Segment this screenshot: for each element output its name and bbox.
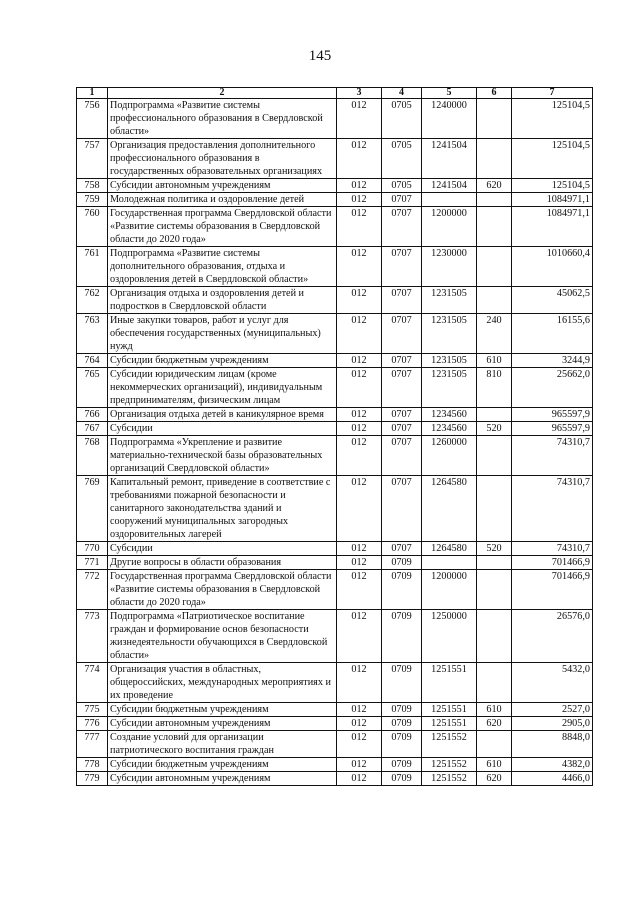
expense-type-cell — [477, 663, 512, 703]
expense-type-cell — [477, 476, 512, 542]
row-number-cell: 772 — [77, 570, 108, 610]
row-name-cell: Подпрограмма «Патриотическое воспитание граждан и формирование основ безопасности жизнедеятельности обучающихся в Свердловской области» — [108, 610, 337, 663]
column-header: 3 — [337, 88, 382, 99]
amount-cell: 701466,9 — [512, 570, 593, 610]
row-name-cell: Иные закупки товаров, работ и услуг для обеспечения государственных (муниципальных) нужд — [108, 314, 337, 354]
target-code-cell: 1250000 — [422, 610, 477, 663]
row-name-cell: Субсидии бюджетным учреждениям — [108, 758, 337, 772]
target-code-cell: 1251552 — [422, 772, 477, 786]
table-row — [77, 570, 593, 610]
page-number: 145 — [308, 48, 332, 64]
row-name-cell: Подпрограмма «Развитие системы дополнительного образования, отдыха и оздоровления детей в Свердловской области» — [108, 247, 337, 287]
target-code-cell: 1241504 — [422, 179, 477, 193]
expense-type-cell: 610 — [477, 758, 512, 772]
amount-cell: 965597,9 — [512, 422, 593, 436]
table-row — [77, 556, 593, 570]
department-code-cell: 012 — [337, 556, 382, 570]
amount-cell: 125104,5 — [512, 139, 593, 179]
table-row — [77, 314, 593, 354]
row-number-cell: 779 — [77, 772, 108, 786]
target-code-cell: 1231505 — [422, 287, 477, 314]
section-code-cell: 0709 — [382, 717, 422, 731]
column-header: 7 — [512, 88, 593, 99]
table-row — [77, 354, 593, 368]
table-row — [77, 758, 593, 772]
amount-cell: 701466,9 — [512, 556, 593, 570]
section-code-cell: 0709 — [382, 570, 422, 610]
row-number-cell: 768 — [77, 436, 108, 476]
department-code-cell: 012 — [337, 542, 382, 556]
department-code-cell: 012 — [337, 368, 382, 408]
amount-cell: 3244,9 — [512, 354, 593, 368]
section-code-cell: 0707 — [382, 436, 422, 476]
column-header: 5 — [422, 88, 477, 99]
table-row — [77, 731, 593, 758]
row-name-cell: Организация участия в областных, общероссийских, международных мероприятиях и их проведение — [108, 663, 337, 703]
section-code-cell: 0707 — [382, 422, 422, 436]
expense-type-cell: 620 — [477, 772, 512, 786]
section-code-cell: 0707 — [382, 193, 422, 207]
table-row — [77, 139, 593, 179]
target-code-cell: 1251551 — [422, 717, 477, 731]
expense-type-cell — [477, 610, 512, 663]
department-code-cell: 012 — [337, 287, 382, 314]
table-row — [77, 663, 593, 703]
table-row — [77, 247, 593, 287]
expense-type-cell — [477, 287, 512, 314]
row-name-cell: Субсидии автономным учреждениям — [108, 717, 337, 731]
amount-cell: 2527,0 — [512, 703, 593, 717]
section-code-cell: 0705 — [382, 139, 422, 179]
amount-cell: 25662,0 — [512, 368, 593, 408]
target-code-cell: 1230000 — [422, 247, 477, 287]
row-number-cell: 769 — [77, 476, 108, 542]
department-code-cell: 012 — [337, 314, 382, 354]
row-number-cell: 761 — [77, 247, 108, 287]
target-code-cell: 1251551 — [422, 703, 477, 717]
amount-cell: 125104,5 — [512, 179, 593, 193]
table-row — [77, 542, 593, 556]
amount-cell: 74310,7 — [512, 436, 593, 476]
expense-type-cell — [477, 436, 512, 476]
amount-cell: 5432,0 — [512, 663, 593, 703]
budget-table — [76, 87, 593, 786]
department-code-cell: 012 — [337, 703, 382, 717]
section-code-cell: 0707 — [382, 408, 422, 422]
department-code-cell: 012 — [337, 207, 382, 247]
section-code-cell: 0705 — [382, 99, 422, 139]
department-code-cell: 012 — [337, 717, 382, 731]
department-code-cell: 012 — [337, 610, 382, 663]
row-number-cell: 758 — [77, 179, 108, 193]
target-code-cell — [422, 556, 477, 570]
section-code-cell: 0707 — [382, 287, 422, 314]
section-code-cell: 0709 — [382, 663, 422, 703]
target-code-cell: 1251552 — [422, 731, 477, 758]
department-code-cell: 012 — [337, 179, 382, 193]
expense-type-cell: 610 — [477, 354, 512, 368]
department-code-cell: 012 — [337, 408, 382, 422]
table-row — [77, 287, 593, 314]
row-name-cell: Подпрограмма «Развитие системы профессионального образования в Свердловской области» — [108, 99, 337, 139]
table-row — [77, 476, 593, 542]
expense-type-cell — [477, 207, 512, 247]
expense-type-cell: 610 — [477, 703, 512, 717]
section-code-cell: 0705 — [382, 179, 422, 193]
department-code-cell: 012 — [337, 476, 382, 542]
row-name-cell: Создание условий для организации патриотического воспитания граждан — [108, 731, 337, 758]
row-number-cell: 778 — [77, 758, 108, 772]
row-name-cell: Организация предоставления дополнительного профессионального образования в государственных образовательных организациях — [108, 139, 337, 179]
column-header: 2 — [108, 88, 337, 99]
department-code-cell: 012 — [337, 436, 382, 476]
target-code-cell: 1251551 — [422, 663, 477, 703]
table-row — [77, 368, 593, 408]
row-number-cell: 757 — [77, 139, 108, 179]
amount-cell: 125104,5 — [512, 99, 593, 139]
department-code-cell: 012 — [337, 193, 382, 207]
row-number-cell: 756 — [77, 99, 108, 139]
department-code-cell: 012 — [337, 772, 382, 786]
amount-cell: 16155,6 — [512, 314, 593, 354]
expense-type-cell — [477, 247, 512, 287]
expense-type-cell — [477, 193, 512, 207]
table-row — [77, 99, 593, 139]
amount-cell: 4382,0 — [512, 758, 593, 772]
row-name-cell: Организация отдыха и оздоровления детей и подростков в Свердловской области — [108, 287, 337, 314]
table-header-row — [77, 88, 593, 99]
row-name-cell: Молодежная политика и оздоровление детей — [108, 193, 337, 207]
department-code-cell: 012 — [337, 663, 382, 703]
row-name-cell: Субсидии — [108, 542, 337, 556]
section-code-cell: 0707 — [382, 314, 422, 354]
department-code-cell: 012 — [337, 731, 382, 758]
column-header: 6 — [477, 88, 512, 99]
row-name-cell: Капитальный ремонт, приведение в соответствие с требованиями пожарной безопасности и санитарного законодательства зданий и сооружений муниципальных загородных оздоровительных лагерей — [108, 476, 337, 542]
table-row — [77, 408, 593, 422]
row-name-cell: Организация отдыха детей в каникулярное время — [108, 408, 337, 422]
row-number-cell: 775 — [77, 703, 108, 717]
target-code-cell: 1231505 — [422, 354, 477, 368]
expense-type-cell: 810 — [477, 368, 512, 408]
expense-type-cell — [477, 731, 512, 758]
department-code-cell: 012 — [337, 247, 382, 287]
row-name-cell: Субсидии бюджетным учреждениям — [108, 354, 337, 368]
target-code-cell: 1260000 — [422, 436, 477, 476]
expense-type-cell: 520 — [477, 542, 512, 556]
table-row — [77, 207, 593, 247]
table-body — [77, 99, 593, 786]
department-code-cell: 012 — [337, 758, 382, 772]
row-number-cell: 777 — [77, 731, 108, 758]
section-code-cell: 0707 — [382, 207, 422, 247]
row-name-cell: Субсидии автономным учреждениям — [108, 772, 337, 786]
department-code-cell: 012 — [337, 99, 382, 139]
target-code-cell: 1264580 — [422, 476, 477, 542]
department-code-cell: 012 — [337, 139, 382, 179]
row-number-cell: 774 — [77, 663, 108, 703]
expense-type-cell — [477, 139, 512, 179]
section-code-cell: 0707 — [382, 476, 422, 542]
section-code-cell: 0709 — [382, 556, 422, 570]
target-code-cell: 1241504 — [422, 139, 477, 179]
expense-type-cell — [477, 556, 512, 570]
section-code-cell: 0709 — [382, 703, 422, 717]
table-row — [77, 422, 593, 436]
target-code-cell: 1200000 — [422, 570, 477, 610]
row-name-cell: Субсидии бюджетным учреждениям — [108, 703, 337, 717]
row-name-cell: Субсидии юридическим лицам (кроме некоммерческих организаций), индивидуальным предпринимателям, физическим лицам — [108, 368, 337, 408]
section-code-cell: 0709 — [382, 772, 422, 786]
amount-cell: 26576,0 — [512, 610, 593, 663]
row-number-cell: 762 — [77, 287, 108, 314]
column-header: 1 — [77, 88, 108, 99]
target-code-cell: 1264580 — [422, 542, 477, 556]
table-row — [77, 436, 593, 476]
expense-type-cell: 520 — [477, 422, 512, 436]
row-name-cell: Государственная программа Свердловской области «Развитие системы образования в Свердловской области до 2020 года» — [108, 207, 337, 247]
amount-cell: 74310,7 — [512, 476, 593, 542]
section-code-cell: 0709 — [382, 610, 422, 663]
target-code-cell: 1231505 — [422, 368, 477, 408]
row-number-cell: 770 — [77, 542, 108, 556]
target-code-cell: 1234560 — [422, 408, 477, 422]
row-number-cell: 765 — [77, 368, 108, 408]
row-number-cell: 766 — [77, 408, 108, 422]
expense-type-cell — [477, 570, 512, 610]
row-name-cell: Субсидии — [108, 422, 337, 436]
column-header: 4 — [382, 88, 422, 99]
target-code-cell: 1231505 — [422, 314, 477, 354]
row-name-cell: Субсидии автономным учреждениям — [108, 179, 337, 193]
row-number-cell: 759 — [77, 193, 108, 207]
target-code-cell: 1234560 — [422, 422, 477, 436]
section-code-cell: 0709 — [382, 758, 422, 772]
row-name-cell: Подпрограмма «Укрепление и развитие материально-технической базы образовательных организаций Свердловской области» — [108, 436, 337, 476]
amount-cell: 1010660,4 — [512, 247, 593, 287]
amount-cell: 2905,0 — [512, 717, 593, 731]
target-code-cell: 1240000 — [422, 99, 477, 139]
amount-cell: 965597,9 — [512, 408, 593, 422]
table-row — [77, 179, 593, 193]
row-number-cell: 767 — [77, 422, 108, 436]
amount-cell: 74310,7 — [512, 542, 593, 556]
section-code-cell: 0707 — [382, 247, 422, 287]
target-code-cell — [422, 193, 477, 207]
target-code-cell: 1200000 — [422, 207, 477, 247]
expense-type-cell: 620 — [477, 179, 512, 193]
table-row — [77, 772, 593, 786]
section-code-cell: 0707 — [382, 368, 422, 408]
table-row — [77, 717, 593, 731]
amount-cell: 1084971,1 — [512, 207, 593, 247]
target-code-cell: 1251552 — [422, 758, 477, 772]
row-number-cell: 760 — [77, 207, 108, 247]
table-row — [77, 703, 593, 717]
row-number-cell: 773 — [77, 610, 108, 663]
table-row — [77, 193, 593, 207]
department-code-cell: 012 — [337, 570, 382, 610]
table-row — [77, 610, 593, 663]
row-number-cell: 763 — [77, 314, 108, 354]
department-code-cell: 012 — [337, 354, 382, 368]
section-code-cell: 0707 — [382, 354, 422, 368]
section-code-cell: 0707 — [382, 542, 422, 556]
expense-type-cell — [477, 99, 512, 139]
row-number-cell: 764 — [77, 354, 108, 368]
amount-cell: 45062,5 — [512, 287, 593, 314]
department-code-cell: 012 — [337, 422, 382, 436]
row-name-cell: Государственная программа Свердловской области «Развитие системы образования в Свердловской области до 2020 года» — [108, 570, 337, 610]
amount-cell: 8848,0 — [512, 731, 593, 758]
row-number-cell: 771 — [77, 556, 108, 570]
expense-type-cell — [477, 408, 512, 422]
amount-cell: 1084971,1 — [512, 193, 593, 207]
row-name-cell: Другие вопросы в области образования — [108, 556, 337, 570]
expense-type-cell: 240 — [477, 314, 512, 354]
amount-cell: 4466,0 — [512, 772, 593, 786]
expense-type-cell: 620 — [477, 717, 512, 731]
section-code-cell: 0709 — [382, 731, 422, 758]
row-number-cell: 776 — [77, 717, 108, 731]
